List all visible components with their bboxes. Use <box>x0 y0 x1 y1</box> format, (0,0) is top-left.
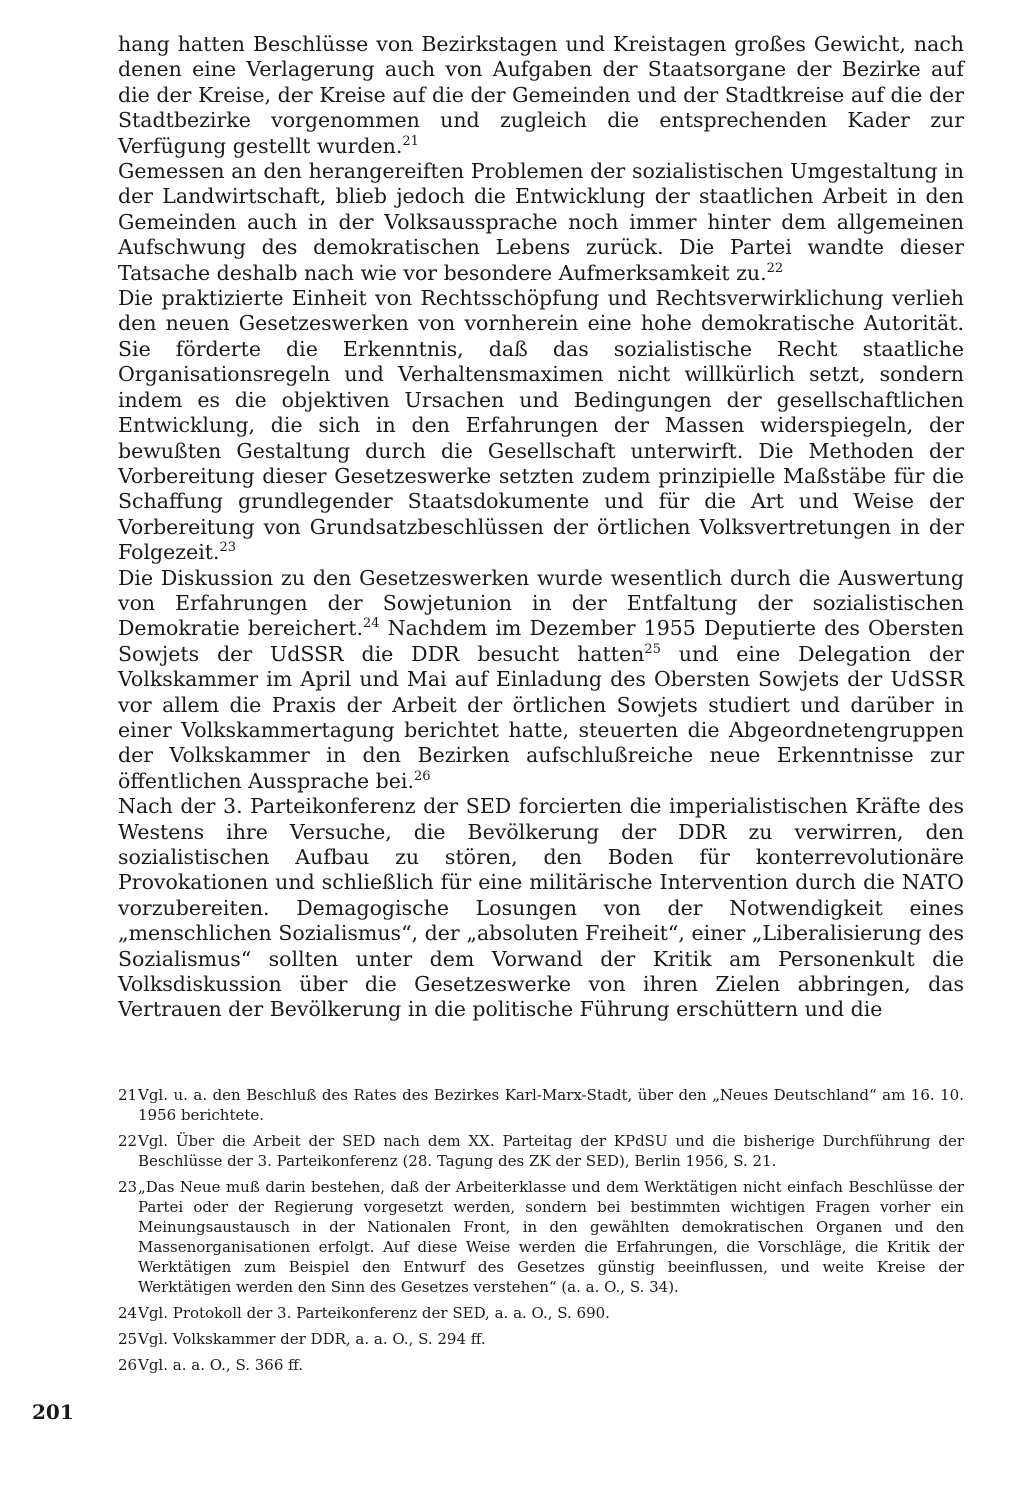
paragraph-text: Gemessen an den herangereiften Problemen der sozialistischen Umgestaltung in der Landwirtschaft, blieb jedoch die Entwicklung der staatlichen Arbeit in den Gemeinden auch in der Volksaussprache noch immer hinter dem allgemeinen Aufschwung des demokratischen Lebens zurück. Die Partei wandte dieser Tatsache deshalb nach wie vor besondere Aufmerksamkeit zu. <box>118 159 964 285</box>
footnote-text: Vgl. Volkskammer der DDR, a. a. O., S. 294 ff. <box>138 1330 486 1348</box>
footnote-text: Vgl. u. a. den Beschluß des Rates des Bezirkes Karl-Marx-Stadt, über den „Neues Deutschland“ am 16. 10. 1956 berichtete. <box>138 1086 964 1124</box>
paragraph-text: Die Diskussion zu den Gesetzeswerken wurde wesentlich durch die Auswertung von Erfahrungen der Sowjetunion in der Entfaltung der sozialistischen Demokratie bereichert. <box>118 565 964 641</box>
paragraph <box>118 566 964 795</box>
paragraph <box>118 32 964 159</box>
paragraph-text: Nach der 3. Parteikonferenz der SED forcierten die imperialistischen Kräfte des Westens ihre Versuche, die Bevölkerung der DDR zu verwirren, den sozialistischen Aufbau zu stören, den Boden für konterrevolutionäre Provokationen und schließlich für eine militärische Intervention durch die NATO vorzubereiten. Demagogische Losungen von der Notwendigkeit eines „menschlichen Sozialismus“, der „absoluten Freiheit“, einer „Liberalisierung des Sozialismus“ sollten unter dem Vorwand der Kritik am Personenkult die Volksdiskussion über die Gesetzeswerke von ihren Zielen abbringen, das Vertrauen der Bevölkerung in die politische Führung erschüttern und die <box>118 794 964 1022</box>
footnote-reference: 21 <box>402 133 419 149</box>
footnote-reference: 26 <box>413 768 431 784</box>
paragraph-text: und eine Delegation der Volkskammer im April und Mai auf Einladung des Obersten Sowjets der UdSSR vor allem die Praxis der Arbeit der örtlichen Sowjets studiert und darüber in einer Volkskammertagung berichtet hatte, steuerten die Abgeordnetengruppen der Volkskammer in den Bezirken aufschlußreiche neue Erkenntnisse zur öffentlichen Aussprache bei. <box>118 641 964 793</box>
footnote-reference: 23 <box>219 540 237 556</box>
footnote-number: 26 <box>118 1356 138 1374</box>
paragraph-text: hang hatten Beschlüsse von Bezirkstagen und Kreistagen großes Gewicht, nach denen eine Verlagerung auch von Aufgaben der Staatsorgane der Bezirke auf die der Kreise, der Kreise auf die der Gemeinden und der Stadtkreise auf die der Stadtbezirke vorgenommen und zugleich die entsprechenden Kader zur Verfügung gestellt wurden. <box>118 32 964 158</box>
footnote-number: 24 <box>118 1304 138 1322</box>
footnote <box>118 1131 964 1171</box>
body-text <box>118 32 964 1023</box>
footnote-text: Vgl. a. a. O., S. 366 ff. <box>138 1356 304 1374</box>
footnote <box>118 1085 964 1125</box>
footnotes <box>118 1085 964 1381</box>
footnote-number: 22 <box>118 1132 138 1150</box>
footnote-text: „Das Neue muß darin bestehen, daß der Arbeiterklasse und dem Werktätigen nicht einfach Beschlüsse der Partei oder der Regierung vorgesetzt werden, sondern bei bestimmten wichtigen Fragen vorher ein Meinungsaustausch in der Nationalen Front, in den gewählten demokratischen Organen und den Massenorganisationen erfolgt. Auf diese Weise werden die Erfahrungen, die Vorschläge, die Kritik der Werktätigen zum Beispiel den Entwurf des Gesetzes günstig beeinflussen, und weite Kreise der Werktätigen werden den Sinn des Gesetzes verstehen“ (a. a. O., S. 34). <box>138 1178 964 1296</box>
footnote-reference: 24 <box>362 616 380 632</box>
footnote-text: Vgl. Über die Arbeit der SED nach dem XX. Parteitag der KPdSU und die bisherige Durchführung der Beschlüsse der 3. Parteikonferenz (28. Tagung des ZK der SED), Berlin 1956, S. 21. <box>138 1132 964 1170</box>
footnote-number: 23 <box>118 1178 138 1196</box>
footnote <box>118 1329 964 1349</box>
page-number: 201 <box>32 1400 74 1424</box>
footnote-number: 21 <box>118 1086 138 1104</box>
footnote <box>118 1303 964 1323</box>
footnote <box>118 1355 964 1375</box>
footnote-reference: 22 <box>766 260 784 276</box>
footnote <box>118 1177 964 1297</box>
footnote-number: 25 <box>118 1330 138 1348</box>
footnote-text: Vgl. Protokoll der 3. Parteikonferenz der SED, a. a. O., S. 690. <box>138 1304 610 1322</box>
paragraph <box>118 159 964 286</box>
paragraph-text: Nachdem im Dezember 1955 Deputierte des Obersten Sowjets der UdSSR die DDR besucht hatten <box>118 616 964 666</box>
paragraph <box>118 286 964 565</box>
footnote-reference: 25 <box>644 641 661 657</box>
paragraph-text: Die praktizierte Einheit von Rechtsschöpfung und Rechtsverwirklichung verlieh den neuen Gesetzeswerken von vornherein eine hohe demokratische Autorität. Sie förderte die Erkenntnis, daß das sozialistische Recht staatliche Organisationsregeln und Verhaltensmaximen nicht willkürlich setzt, sondern indem es die objektiven Ursachen und Bedingungen der gesellschaftlichen Entwicklung, die sich in den Erfahrungen der Massen widerspiegeln, der bewußten Gestaltung durch die Gesellschaft unterwirft. Die Methoden der Vorbereitung dieser Gesetzeswerke setzten zudem prinzipielle Maßstäbe für die Schaffung grundlegender Staatsdokumente und für die Art und Weise der Vorbereitung von Grundsatzbeschlüssen der örtlichen Volksvertretungen in der Folgezeit. <box>118 286 964 565</box>
paragraph <box>118 794 964 1023</box>
